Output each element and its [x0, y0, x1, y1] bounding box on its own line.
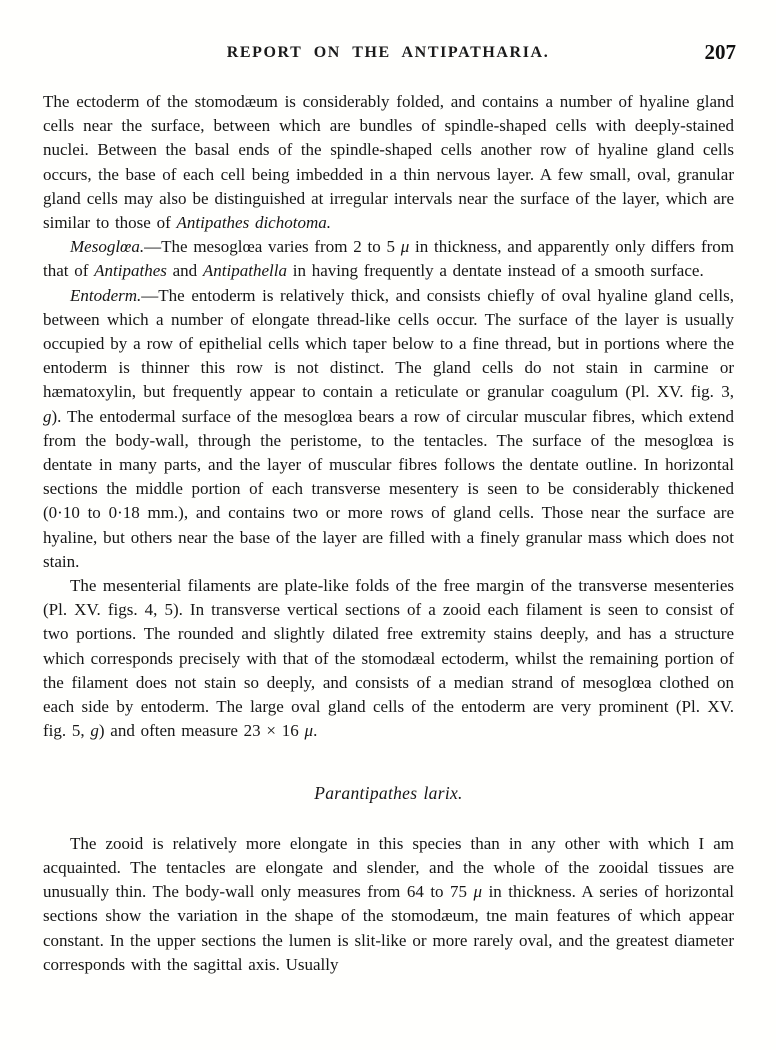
italic-text-run: g: [43, 406, 52, 426]
text-run: in thickness, and apparently only differs from that of: [43, 237, 734, 281]
text-run: in having frequently a dentate instead of a smooth surface.: [286, 261, 704, 281]
page-number: 207: [704, 40, 736, 64]
text-run: The ectoderm of the stomodæum is considerably folded, and contains a number of hyaline gland cells near the surface, between which are bundles of spindle-shaped cells with deeply-stained nuclei. Between the basal ends of the spindle-shaped cells another row of hyaline gland cells occurs, the base of each cell being imbedded in a thin nervous layer. A few small, oval, granular gland cells may also be distinguished at irregular intervals near the surface of the layer, which are similar to those of: [43, 92, 734, 233]
paragraph: [43, 832, 734, 977]
italic-text-run: μ: [304, 721, 314, 741]
page-body: [43, 90, 734, 977]
italic-text-run: g: [90, 721, 99, 741]
text-run: .: [313, 721, 318, 741]
text-run: ) and often measure 23 × 16: [98, 721, 305, 741]
paragraph: [43, 284, 734, 574]
italic-text-run: μ: [400, 237, 410, 257]
section-heading: Parantipathes larix.: [314, 783, 463, 804]
page-header: [0, 0, 776, 66]
paragraph: [43, 235, 734, 283]
text-run: The zooid is relatively more elongate in this species than in any other with which I am acquainted. The tentacles are elongate and slender, and the whole of the zooidal tissues are unusually thin. The body-wall only measures from 64 to 75: [43, 833, 734, 902]
text-run: in thickness. A series of horizontal sections show the variation in the shape of the stomodæum, tne main features of which appear constant. In the upper sections the lumen is slit-like or more rarely oval, and the greatest diameter corresponds with the sagittal axis. Usually: [43, 882, 734, 974]
text-run: —The entoderm is relatively thick, and consists chiefly of oval hyaline gland cells, between which a number of elongate thread-like cells occur. The surface of the layer is usually occupied by a row of epithelial cells which taper below to a fine thread, but in portions where the entoderm is thinner this row is not distinct. The gland cells do not stain in carmine or hæmatoxylin, but frequently appear to contain a reticulate or granular coagulum (Pl. XV. fig. 3,: [43, 285, 734, 402]
paragraph: [43, 574, 734, 743]
text-run: The mesenterial filaments are plate-like folds of the free margin of the transverse mesenteries (Pl. XV. figs. 4, 5). In transverse vertical sections of a zooid each filament is seen to consist of two portions. The rounded and slightly dilated free extremity stains deeply, and has a structure which corresponds precisely with that of the stomodæal ectoderm, whilst the remaining portion of the filament does not stain so deeply, and consists of a median strand of mesoglœa clothed on each side by entoderm. The large oval gland cells of the entoderm are very prominent (Pl. XV. fig. 5,: [43, 576, 734, 741]
text-run: and: [166, 261, 203, 281]
italic-text-run: Entoderm.: [70, 285, 142, 305]
italic-text-run: Mesoglœa.: [70, 237, 145, 257]
italic-text-run: μ: [473, 882, 483, 902]
italic-text-run: Antipathella: [202, 261, 287, 281]
italic-text-run: Antipathes dichotoma.: [176, 213, 331, 233]
running-title: REPORT ON THE ANTIPATHARIA.: [226, 44, 550, 61]
text-run: ). The entodermal surface of the mesoglœa bears a row of circular muscular fibres, which extend from the body-wall, through the peristome, to the tentacles. The surface of the mesoglœa is dentate in many parts, and the layer of muscular fibres follows the dentate outline. In horizontal sections the middle portion of each transverse mesentery is seen to be considerably thickened (0·10 to 0·18 mm.), and contains two or more rows of gland cells. Those near the surface are hyaline, but others near the base of the layer are filled with a finely granular mass which does not stain.: [43, 406, 734, 571]
italic-text-run: Antipathes: [94, 261, 167, 281]
paragraph: [43, 90, 734, 235]
text-run: —The mesoglœa varies from 2 to 5: [144, 237, 401, 257]
